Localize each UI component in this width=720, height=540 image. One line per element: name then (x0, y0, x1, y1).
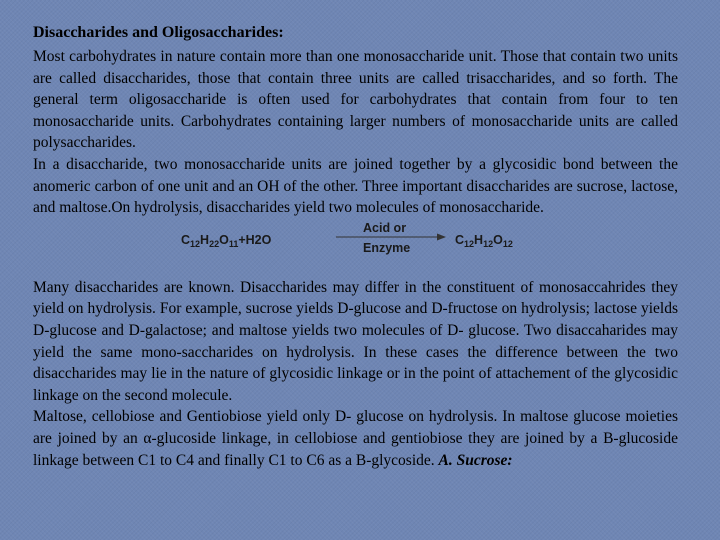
reactant-formula: $C_{12}H_{22}O_{11}+H2O$ (181, 232, 272, 249)
section-heading-sucrose: A. Sucrose: (438, 451, 513, 469)
paragraph-glycosidic-bond: In a disaccharide, two monosaccharide units are joined together by a glycosidic bond between the anomeric carbon of one unit and an OH of the other. Three important disaccharides are sucrose, lactose, and maltose.On hydrolysis, disaccharides yield two molecules of monosaccharide. (33, 155, 678, 217)
reaction-condition-top: Acid or (363, 220, 407, 235)
paragraph-disaccharide-differences: Many disaccharides are known. Disaccharides may differ in the constituent of monosaccahrides they yield on hydrolysis. For example, sucrose yields D-glucose and D-fructose on hydrolysis; lactose yields D-glucose and D-galactose; and maltose yields two molecules of D- glucose. Two disaccaharides may yield the same mono-saccharides on hydrolysis. In these cases the difference between the two disaccharides may lie in the nature of glycosidic linkage or in the point of attachement of the glycosidic linkage on the second molecule. (33, 278, 678, 404)
paragraph-intro: Most carbohydrates in nature contain more than one monosaccharide unit. Those that contain two units are called disaccharides, those that contain three units are called trisaccharides, and so forth. The general term oligosaccharide is often used for carbohydrates that contain from four to ten monosaccharide units. Carbohydrates containing larger numbers of monosaccharide units are called polysaccharides. (33, 48, 678, 152)
slide-title: Disaccharides and Oligosaccharides: (33, 24, 284, 41)
hydrolysis-reaction (33, 219, 678, 277)
product-formula: $C_{12}H_{12}O_{12}$ (455, 232, 513, 249)
reaction-condition-bottom: Enzyme (363, 240, 411, 255)
paragraph-maltose-cellobiose (33, 406, 678, 471)
paragraph-maltose-text: Maltose, cellobiose and Gentiobiose yield only D- glucose on hydrolysis. In maltose glucose moieties are joined by an α-glucoside linkage, in cellobiose and gentiobiose they are joined by a B-glucoside linkage between C1 to C4 and finally C1 to C6 as a B-glycoside. (33, 408, 678, 469)
slide-content (33, 22, 678, 471)
